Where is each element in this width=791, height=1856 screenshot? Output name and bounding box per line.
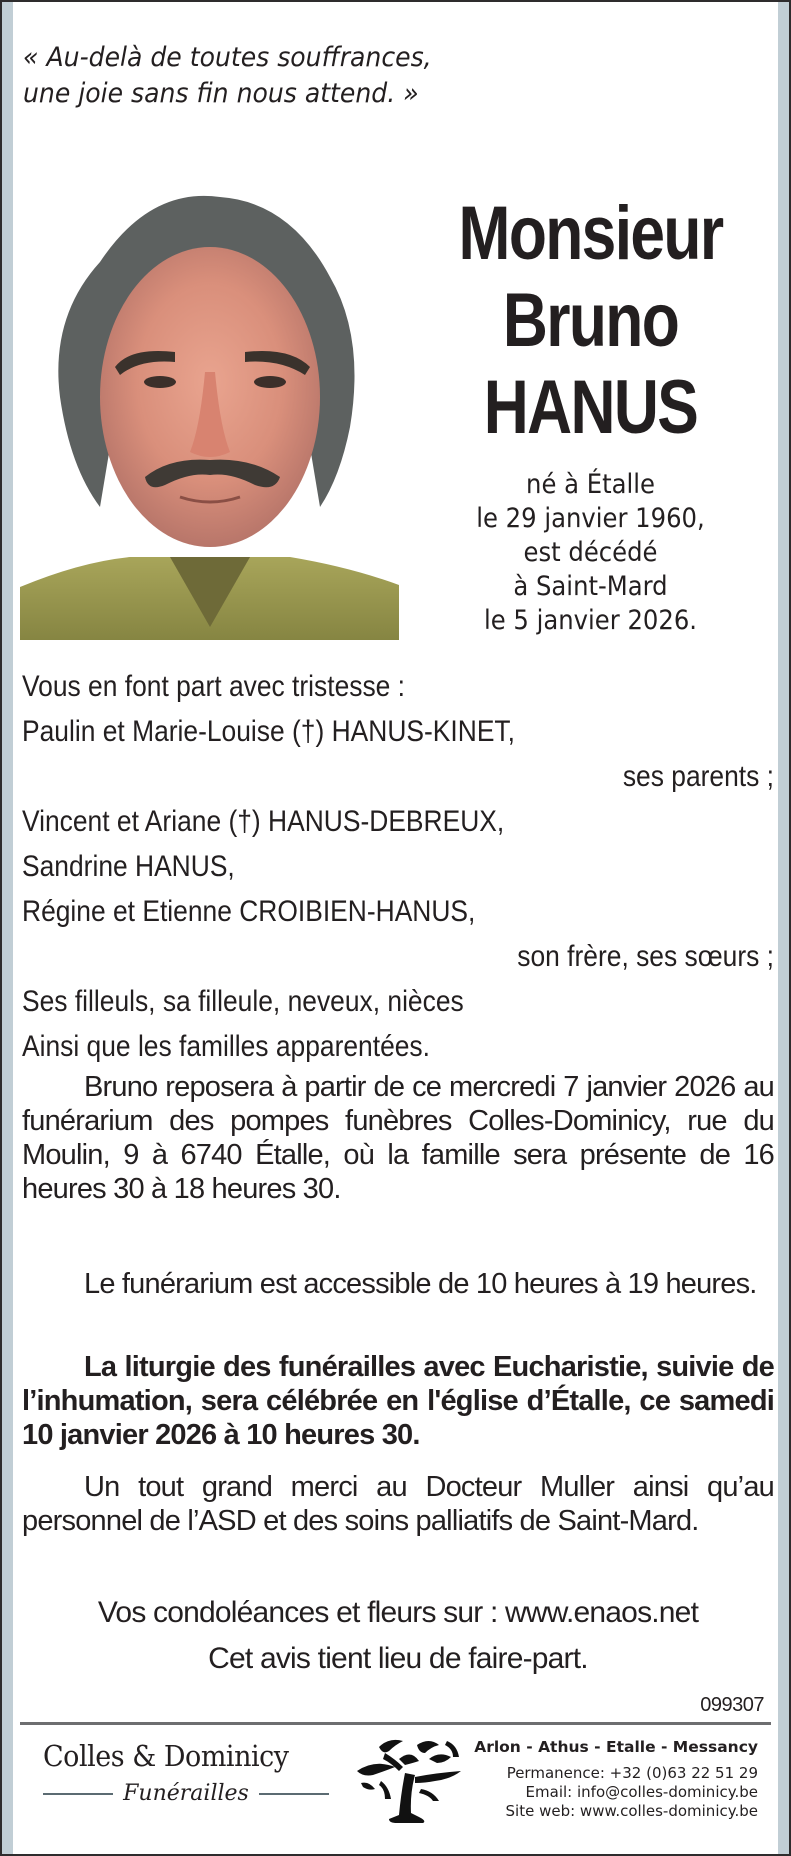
footer-divider <box>20 1722 771 1725</box>
family-relation: ses parents ; <box>622 760 774 793</box>
birth-date: le 29 janvier 1960, <box>476 503 705 534</box>
condolences-line: Vos condoléances et fleurs sur : www.enaos.net <box>97 1596 699 1629</box>
family-line: Vincent et Ariane (†) HANUS-DEBREUX, <box>22 805 505 838</box>
funeral-home-name: Colles & Dominicy <box>43 1739 289 1773</box>
birth-death-details <box>413 468 768 638</box>
notice-line: Cet avis tient lieu de faire-part. <box>208 1642 588 1675</box>
epigraph-quote <box>23 40 432 112</box>
family-line: Ainsi que les familles apparentées. <box>22 1030 430 1063</box>
reference-number: 099307 <box>700 1694 764 1716</box>
obituary-sheet <box>13 2 778 1854</box>
funerarium-hours-paragraph: Le funérarium est accessible de 10 heures à 19 heures. <box>84 1268 757 1300</box>
funeral-home-email[interactable]: Email: info@colles-dominicy.be <box>525 1783 758 1801</box>
funeral-home-phone: Permanence: +32 (0)63 22 51 29 <box>506 1764 758 1782</box>
death-statement: est décédé <box>523 537 658 568</box>
death-place: à Saint-Mard <box>513 571 668 602</box>
funeral-home-subtitle-row <box>43 1781 329 1806</box>
family-line: Paulin et Marie-Louise (†) HANUS-KINET, <box>22 715 515 748</box>
quote-line-2: une joie sans fin nous attend. » <box>23 78 419 109</box>
family-line: Régine et Etienne CROIBIEN-HANUS, <box>22 895 476 928</box>
funeral-home-website[interactable]: Site web: www.colles-dominicy.be <box>505 1802 758 1820</box>
quote-line-1: « Au-delà de toutes souffrances, <box>23 42 432 73</box>
family-announcement <box>22 664 774 1069</box>
visitation-paragraph: Bruno reposera à partir de ce mercredi 7 janvier 2026 au funérarium des pompes funèbres Colles-Dominicy, rue du Moulin, 9 à 6740 Étalle, où la famille sera présente de 16 heures 30 à 18 heures 30. <box>22 1071 774 1205</box>
birth-place: né à Étalle <box>526 469 655 500</box>
family-line: Ses filleuls, sa filleule, neveux, nièces <box>22 985 464 1018</box>
thanks-paragraph: Un tout grand merci au Docteur Muller ainsi qu’au personnel de l’ASD et des soins palliatifs de Saint-Mard. <box>22 1471 774 1537</box>
portrait-photo <box>20 167 399 640</box>
decorative-dash <box>43 1793 113 1795</box>
funeral-home-towns: Arlon - Athus - Etalle - Messancy <box>474 1738 758 1756</box>
deceased-name <box>413 190 768 451</box>
death-date: le 5 janvier 2026. <box>483 605 698 636</box>
family-line: Sandrine HANUS, <box>22 850 235 883</box>
deceased-title: Monsieur <box>458 191 723 276</box>
family-relation: son frère, ses sœurs ; <box>517 940 774 973</box>
family-intro: Vous en font part avec tristesse : <box>22 670 406 703</box>
decorative-dash <box>259 1793 329 1795</box>
funeral-home-subtitle: Funérailles <box>123 1781 249 1806</box>
funeral-home-contact <box>428 1736 758 1821</box>
deceased-first-name: Bruno <box>502 278 679 363</box>
deceased-last-name: HANUS <box>483 365 698 450</box>
liturgy-paragraph: La liturgie des funérailles avec Eucharistie, suivie de l’inhumation, sera célébrée en l'église d’Étalle, ce samedi 10 janvier 2026 à 10 heures 30. <box>22 1351 774 1451</box>
